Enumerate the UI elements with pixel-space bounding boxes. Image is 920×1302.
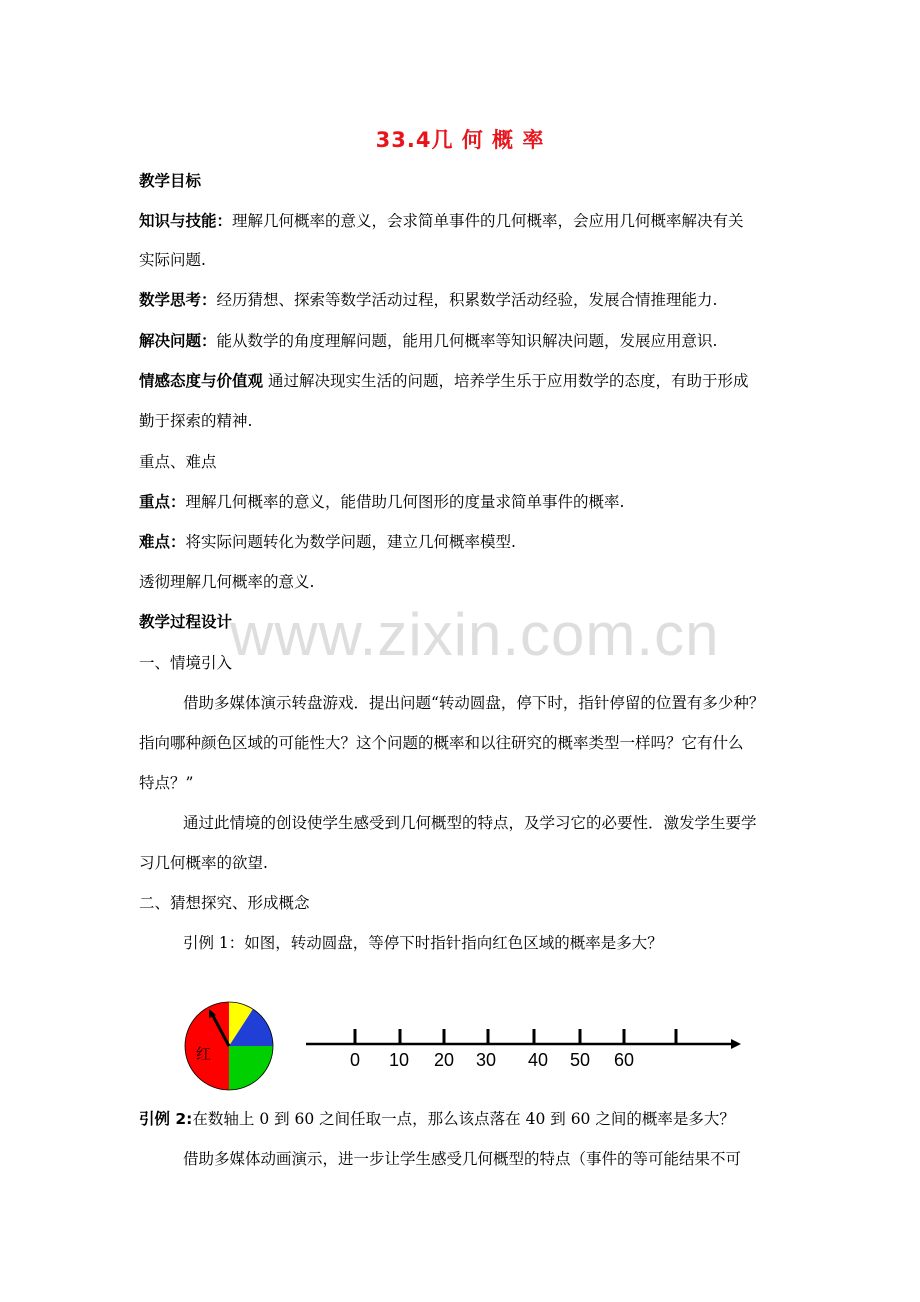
math-text: 经历猜想、探索等数学活动过程，积累数学活动经验，发展合情推理能力. — [216, 291, 718, 309]
watermark: www.zixin.com.cn — [230, 601, 720, 668]
spinner — [185, 1002, 273, 1090]
problem-text: 能从数学的角度理解问题，能用几何概率等知识解决问题，发展应用意识. — [216, 332, 718, 350]
part1-heading: 一、情境引入 — [139, 654, 233, 672]
example2-line — [139, 1109, 789, 1129]
key-label: 重点： — [139, 493, 186, 511]
goals-heading: 教学目标 — [139, 172, 202, 190]
key-text: 理解几何概率的意义，能借助几何图形的度量求简单事件的概率. — [185, 493, 625, 511]
problem-label: 解决问题： — [139, 332, 217, 350]
ticks — [355, 1029, 676, 1044]
red-label: 红 — [196, 1045, 212, 1063]
tick-label: 60 — [613, 1050, 635, 1070]
difficult-label: 难点： — [139, 533, 186, 551]
spinner-green-sector — [229, 1046, 273, 1090]
part2-heading: 二、猜想探究、形成概念 — [139, 894, 310, 912]
tick-label: 20 — [433, 1050, 455, 1070]
axis-arrow — [731, 1039, 741, 1049]
part1-p2-line2: 习几何概率的欲望. — [139, 854, 268, 872]
part1-p1-line3: 特点？” — [139, 774, 194, 792]
knowledge-label: 知识与技能： — [139, 212, 233, 230]
difficult-text: 将实际问题转化为数学问题，建立几何概率模型. — [185, 533, 516, 551]
part1-p1-line2: 指向哪种颜色区域的可能性大？这个问题的概率和以往研究的概率类型一样吗？它有什么 — [139, 734, 744, 752]
last-line: 借助多媒体动画演示，进一步让学生感受几何概型的特点（事件的等可能结果不可 — [183, 1150, 742, 1168]
tick-label: 10 — [388, 1050, 410, 1070]
number-line — [306, 1029, 741, 1070]
process-heading: 教学过程设计 — [139, 613, 233, 631]
tick-label: 50 — [569, 1050, 591, 1070]
attitude-text: 通过解决现实生活的问题，培养学生乐于应用数学的态度，有助于形成 — [267, 372, 749, 390]
attitude-line-2: 勤于探索的精神. — [139, 412, 253, 430]
part1-p2-line1: 通过此情境的创设使学生感受到几何概型的特点，及学习它的必要性．激发学生要学 — [183, 814, 757, 832]
page-title: 33.4几 何 概 率 — [375, 128, 545, 152]
thorough-line: 透彻理解几何概率的意义. — [139, 573, 315, 591]
knowledge-text: 理解几何概率的意义，会求简单事件的几何概率，会应用几何概率解决有关 — [232, 212, 744, 230]
tick-labels — [350, 1050, 634, 1070]
tick-label: 40 — [527, 1050, 549, 1070]
key-points-heading: 重点、难点 — [139, 453, 217, 471]
part1-p1-line1: 借助多媒体演示转盘游戏．提出问题“转动圆盘，停下时，指针停留的位置有多少种？ — [183, 694, 765, 712]
tick-label: 30 — [475, 1050, 497, 1070]
example1-line: 引例 1：如图，转动圆盘，等停下时指针指向红色区域的概率是多大？ — [183, 934, 663, 952]
knowledge-line-2: 实际问题. — [139, 251, 206, 269]
example2-label: 引例 2: — [139, 1110, 193, 1128]
attitude-label: 情感态度与价值观 — [139, 372, 264, 390]
math-label: 数学思考： — [139, 291, 217, 309]
example2-text: 在数轴上 0 到 60 之间任取一点，那么该点落在 40 到 60 之间的概率是多大？ — [192, 1110, 735, 1128]
tick-label: 0 — [349, 1050, 361, 1070]
